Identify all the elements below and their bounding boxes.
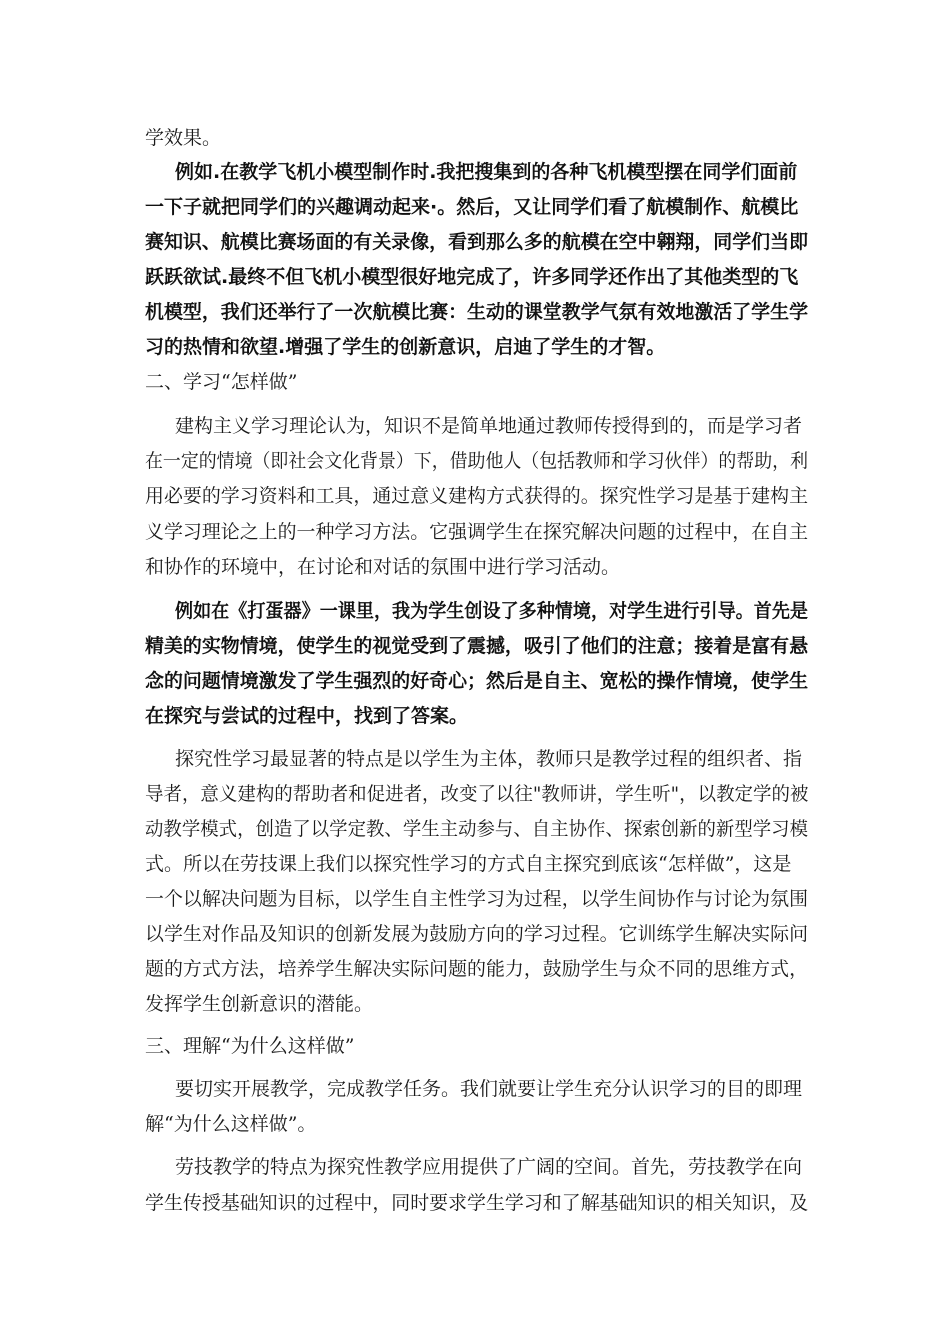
bold-example-line: 跃跃欲试.最终不但飞机小模型很好地完成了，许多同学还作出了其他类型的飞 bbox=[145, 266, 799, 288]
paragraph-line: 要切实开展教学，完成教学任务。我们就要让学生充分认识学习的目的即理 bbox=[175, 1078, 803, 1100]
paragraph-line: 义学习理论之上的一种学习方法。它强调学生在探究解决问题的过程中，在自主 bbox=[145, 521, 809, 543]
paragraph-line: 导者，意义建构的帮助者和促进者，改变了以往"教师讲，学生听"，以教定学的被 bbox=[145, 783, 809, 805]
paragraph-line: 在一定的情境（即社会文化背景）下，借助他人（包括教师和学习伙伴）的帮助，利 bbox=[145, 450, 809, 472]
paragraph-line: 一个以解决问题为目标，以学生自主性学习为过程，以学生间协作与讨论为氛围 bbox=[145, 888, 809, 910]
bold-example-line: 例如.在教学飞机小模型制作时.我把搜集到的各种飞机模型摆在同学们面前 bbox=[175, 161, 798, 183]
section-heading: 三、理解“为什么这样做” bbox=[145, 1035, 355, 1057]
paragraph-line: 探究性学习最显著的特点是以学生为主体，教师只是教学过程的组织者、指 bbox=[175, 748, 803, 770]
section-heading: 二、学习“怎样做” bbox=[145, 371, 298, 393]
paragraph-line: 劳技教学的特点为探究性教学应用提供了广阔的空间。首先，劳技教学在向 bbox=[175, 1156, 803, 1178]
paragraph-line: 解“为什么这样做”。 bbox=[145, 1113, 317, 1135]
paragraph-line: 和协作的环境中，在讨论和对话的氛围中进行学习活动。 bbox=[145, 556, 621, 578]
bold-example-line: 机模型，我们还举行了一次航模比赛：生动的课堂教学气氛有效地激活了学生学 bbox=[145, 301, 809, 323]
bold-example-line: 一下子就把同学们的兴趣调动起来·。然后，又让同学们看了航模制作、航模比 bbox=[145, 196, 799, 218]
bold-example-line: 赛知识、航模比赛场面的有关录像，看到那么多的航模在空中翱翔，同学们当即 bbox=[145, 231, 809, 253]
paragraph-line: 发挥学生创新意识的潜能。 bbox=[145, 993, 374, 1015]
paragraph-line: 学效果。 bbox=[145, 127, 222, 149]
bold-example-line: 在探究与尝试的过程中，找到了答案。 bbox=[145, 705, 469, 727]
bold-example-line: 例如在《打蛋器》一课里，我为学生创设了多种情境，对学生进行引导。首先是 bbox=[175, 600, 809, 622]
paragraph-line: 式。所以在劳技课上我们以探究性学习的方式自主探究到底该“怎样做”，这是 bbox=[145, 853, 792, 875]
bold-example-line: 精美的实物情境，使学生的视觉受到了震撼，吸引了他们的注意；接着是富有悬 bbox=[145, 635, 809, 657]
paragraph-line: 动教学模式，创造了以学定教、学生主动参与、自主协作、探索创新的新型学习模 bbox=[145, 818, 809, 840]
paragraph-line: 建构主义学习理论认为，知识不是简单地通过教师传授得到的，而是学习者 bbox=[175, 415, 803, 437]
paragraph-line: 学生传授基础知识的过程中，同时要求学生学习和了解基础知识的相关知识，及 bbox=[145, 1192, 809, 1214]
bold-example-line: 习的热情和欲望.增强了学生的创新意识，启迪了学生的才智。 bbox=[145, 336, 666, 358]
bold-example-line: 念的问题情境激发了学生强烈的好奇心；然后是自主、宽松的操作情境，使学生 bbox=[145, 670, 809, 692]
paragraph-line: 题的方式方法，培养学生解决实际问题的能力，鼓励学生与众不同的思维方式， bbox=[145, 958, 809, 980]
paragraph-line: 以学生对作品及知识的创新发展为鼓励方向的学习过程。它训练学生解决实际问 bbox=[145, 923, 809, 945]
paragraph-line: 用必要的学习资料和工具，通过意义建构方式获得的。探究性学习是基于建构主 bbox=[145, 485, 809, 507]
